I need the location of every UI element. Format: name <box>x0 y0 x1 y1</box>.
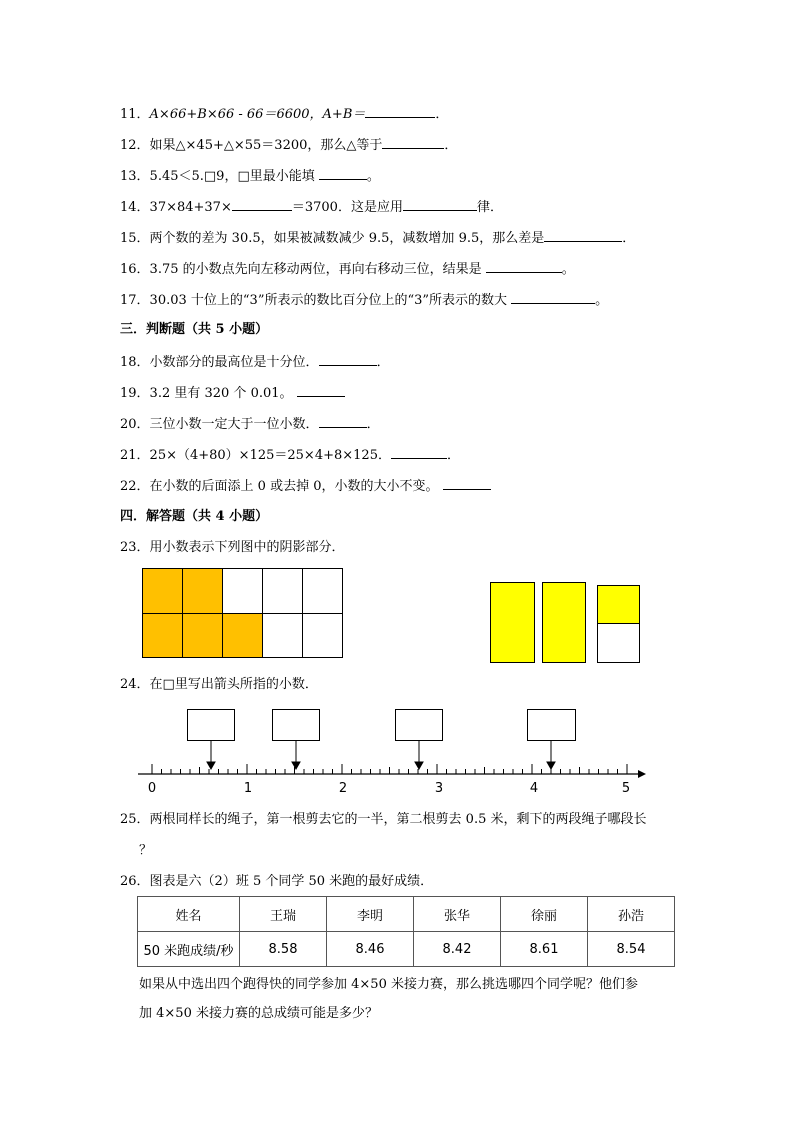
grid-cell <box>223 569 263 614</box>
answer-blank[interactable] <box>319 165 367 180</box>
question-16: 16．3.75 的小数点先向左移动两位，再向右移动三位，结果是 。 <box>120 258 575 280</box>
table-header-row <box>138 897 675 932</box>
grid-cell <box>303 614 343 658</box>
grid-cell-shaded <box>143 614 183 658</box>
question-15: 15．两个数的差为 30.5，如果被减数减少 9.5，减数增加 9.5，那么差是 ． <box>120 227 635 249</box>
table-cell: 8.46 <box>327 932 414 967</box>
answer-blank[interactable] <box>365 103 435 118</box>
question-14: 14．37×84+37× ＝3700．这是应用 律． <box>120 196 503 218</box>
question-22: 22．在小数的后面添上 0 或去掉 0，小数的大小不变。 <box>120 475 491 497</box>
scores-table <box>137 896 675 967</box>
answer-blank[interactable] <box>319 413 367 428</box>
number-line-figure <box>130 706 654 798</box>
tick-label: 5 <box>621 781 631 796</box>
answer-blank[interactable] <box>486 258 562 273</box>
answer-box[interactable] <box>273 710 320 741</box>
question-26: 26．图表是六（2）班 5 个同学 50 米跑的最好成绩． <box>120 874 434 889</box>
table-cell: 王瑞 <box>240 897 327 932</box>
shaded-bars-figure <box>489 581 643 665</box>
grid-cell <box>303 569 343 614</box>
answer-blank[interactable] <box>403 196 477 211</box>
answer-blank[interactable] <box>544 227 622 242</box>
table-cell: 徐丽 <box>501 897 588 932</box>
answer-blank[interactable] <box>443 475 491 490</box>
bar-half-top <box>598 586 640 624</box>
table-cell: 8.58 <box>240 932 327 967</box>
bar-full <box>491 583 535 663</box>
axis-arrowhead <box>638 770 646 778</box>
answer-blank[interactable] <box>511 289 595 304</box>
answer-box[interactable] <box>188 710 235 741</box>
table-cell: 李明 <box>327 897 414 932</box>
grid-cell <box>263 569 303 614</box>
table-cell: 8.61 <box>501 932 588 967</box>
grid-cell <box>263 614 303 658</box>
answer-blank[interactable] <box>232 196 292 211</box>
grid-cell-shaded <box>223 614 263 658</box>
arrowhead <box>292 762 300 769</box>
tick-label: 1 <box>243 781 253 796</box>
grid-cell-shaded <box>183 614 223 658</box>
grid-cell-shaded <box>143 569 183 614</box>
answer-box[interactable] <box>528 710 576 741</box>
table-cell: 孙浩 <box>588 897 675 932</box>
question-26-followup: 如果从中选出四个跑得快的同学参加 4×50 米接力赛，那么挑选哪四个同学呢？他们参 <box>139 977 638 992</box>
tick-label: 2 <box>338 781 348 796</box>
question-13: 13．5.45＜5.□9，□里最小能填 。 <box>120 165 380 187</box>
shaded-grid-figure <box>142 568 346 659</box>
bar-full <box>543 583 586 663</box>
answer-blank[interactable] <box>319 351 377 366</box>
table-cell: 张华 <box>414 897 501 932</box>
arrowhead <box>415 762 423 769</box>
answer-box[interactable] <box>396 710 443 741</box>
tick-label: 0 <box>147 781 157 796</box>
bar-half-bottom <box>598 624 640 663</box>
table-cell: 姓名 <box>138 897 240 932</box>
arrowhead <box>547 762 555 769</box>
question-19: 19．3.2 里有 320 个 0.01。 <box>120 382 345 404</box>
question-17: 17．30.03 十位上的“3”所表示的数比百分位上的“3”所表示的数大 。 <box>120 289 608 311</box>
table-row <box>138 932 675 967</box>
section-heading-judge: 三．判断题（共 5 小题） <box>120 322 269 337</box>
table-cell: 50 米跑成绩/秒 <box>138 932 240 967</box>
question-23: 23．用小数表示下列图中的阴影部分． <box>120 540 345 555</box>
question-20: 20．三位小数一定大于一位小数． ． <box>120 413 380 435</box>
question-12: 12．如果△×45+△×55＝3200，那么△等于 ． <box>120 134 457 156</box>
question-18: 18．小数部分的最高位是十分位． ． <box>120 351 390 373</box>
arrowhead <box>207 762 215 769</box>
question-24: 24．在□里写出箭头所指的小数． <box>120 677 318 692</box>
section-heading-solve: 四．解答题（共 4 小题） <box>120 509 269 524</box>
question-11: 11．A×66+B×66 - 66＝6600，A+B＝ ． <box>120 103 448 125</box>
question-26-followup-continued: 加 4×50 米接力赛的总成绩可能是多少？ <box>139 1006 378 1021</box>
question-25-continued: ？ <box>139 843 153 858</box>
grid-cell-shaded <box>183 569 223 614</box>
tick-label: 3 <box>434 781 444 796</box>
answer-blank[interactable] <box>391 444 447 459</box>
table-cell: 8.54 <box>588 932 675 967</box>
tick-label: 4 <box>529 781 539 796</box>
question-21: 21．25×（4+80）×125＝25×4+8×125． ． <box>120 444 460 466</box>
answer-blank[interactable] <box>382 134 444 149</box>
table-cell: 8.42 <box>414 932 501 967</box>
answer-blank[interactable] <box>297 382 345 397</box>
question-25: 25．两根同样长的绳子，第一根剪去它的一半，第二根剪去 0.5 米，剩下的两段绳子哪段长 <box>120 812 647 827</box>
